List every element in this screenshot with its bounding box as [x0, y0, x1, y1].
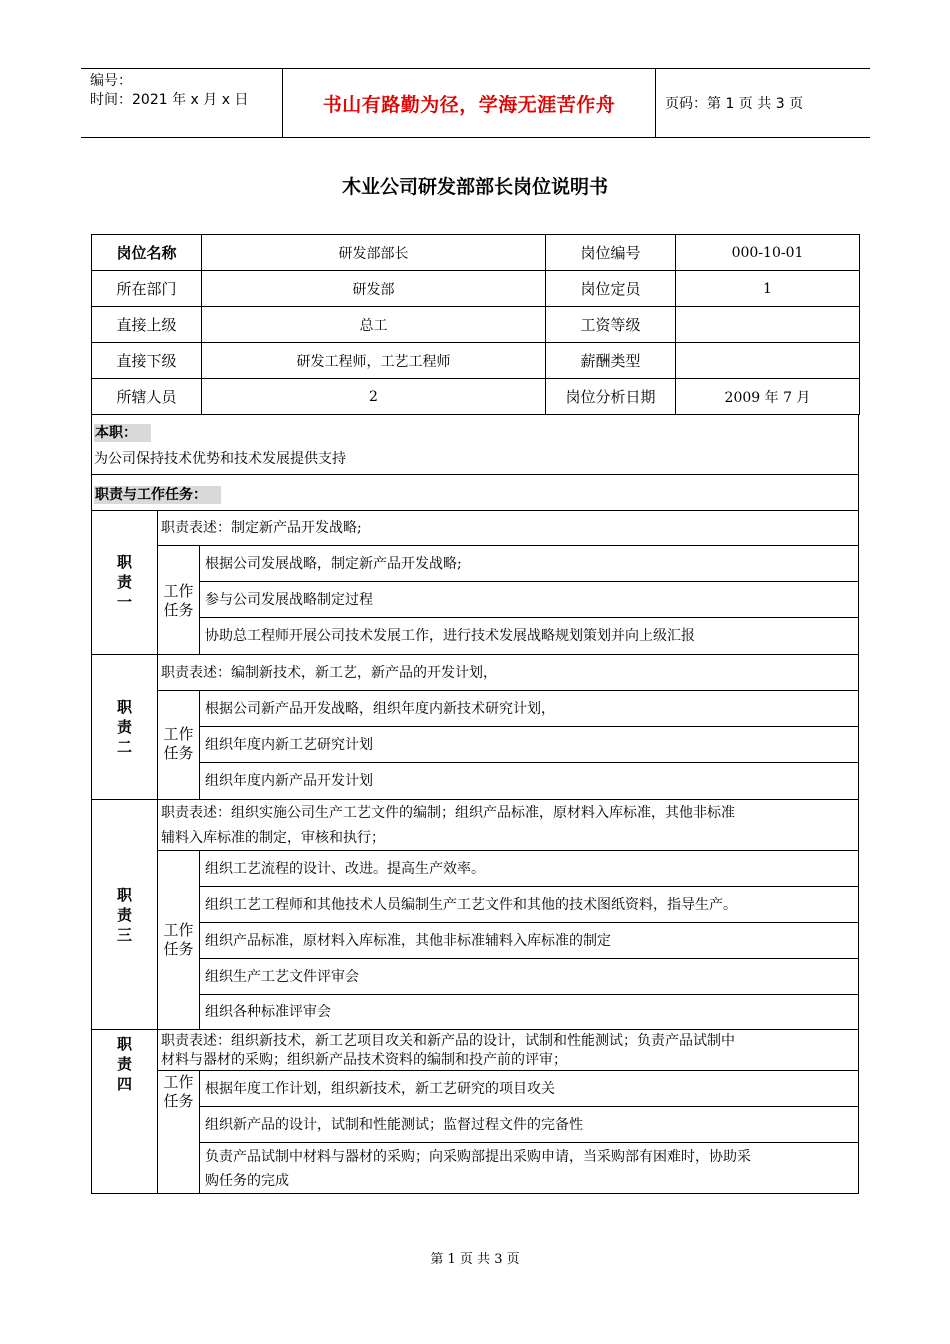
task-item: 组织年度内新工艺研究计划 [200, 727, 858, 763]
duty-label: 职责三 [92, 800, 158, 1029]
task-item: 组织工艺流程的设计、改进。提高生产效率。 [200, 851, 858, 887]
info-value: 1 [676, 271, 860, 307]
time-label: 时间：2021 年 x 月 x 日 [90, 92, 249, 108]
info-key: 所在部门 [92, 271, 202, 307]
table-row [92, 343, 860, 379]
duty-statement-line: 材料与器材的采购；组织新产品技术资料的编制和投产前的评审； [161, 1052, 567, 1068]
duty-statement: 职责表述：编制新技术，新工艺，新产品的开发计划， [158, 655, 858, 691]
table-row [92, 379, 860, 415]
task-item: 组织生产工艺文件评审会 [200, 959, 858, 995]
task-label: 工作任务 [158, 691, 200, 799]
info-value: 000-10-01 [676, 235, 860, 271]
duty-block-3 [91, 799, 859, 1030]
duty-label: 职责一 [92, 510, 158, 654]
info-key: 工资等级 [546, 307, 676, 343]
info-value: 研发部部长 [202, 235, 546, 271]
duties-heading: 职责与工作任务： [92, 484, 221, 504]
task-item: 组织产品标准，原材料入库标准，其他非标准辅料入库标准的制定 [200, 923, 858, 959]
table-row [92, 271, 860, 307]
duty-block-1 [91, 510, 859, 655]
header-page-info: 页码：第 1 页 共 3 页 [665, 96, 804, 112]
task-label: 工作任务 [158, 546, 200, 654]
table-row [92, 307, 860, 343]
info-key: 岗位名称 [92, 235, 202, 271]
task-item [200, 1143, 858, 1193]
info-key: 直接上级 [92, 307, 202, 343]
task-label: 工作任务 [158, 1071, 200, 1194]
duty-statement-line: 职责表述：组织新技术，新工艺项目攻关和新产品的设计，试制和性能测试；负责产品试制中 [161, 1033, 735, 1049]
mission-text: 为公司保持技术优势和技术发展提供支持 [94, 451, 346, 467]
duty-block-4 [91, 1029, 859, 1194]
duty-label: 职责四 [92, 1030, 158, 1193]
task-item: 根据公司发展战略，制定新产品开发战略; [200, 546, 858, 582]
task-item: 根据公司新产品开发战略，组织年度内新技术研究计划， [200, 691, 858, 727]
mission-section [91, 414, 859, 475]
position-info-table [91, 234, 860, 415]
duty-statement-line: 职责表述：组织实施公司生产工艺文件的编制；组织产品标准，原材料入库标准，其他非标准 [161, 805, 735, 821]
task-item-line: 购任务的完成 [205, 1173, 289, 1189]
task-item: 组织年度内新产品开发计划 [205, 773, 373, 789]
duty-statement [158, 800, 858, 851]
table-row [92, 235, 860, 271]
info-value: 2009 年 7 月 [676, 379, 860, 415]
header-meta [81, 69, 283, 137]
duty-label: 职责二 [92, 655, 158, 799]
duty-statement: 职责表述：制定新产品开发战略; [158, 510, 858, 546]
number-label: 编号： [90, 73, 132, 89]
duty-statement-line: 辅料入库标准的制定，审核和执行； [161, 830, 385, 846]
duty-block-2 [91, 654, 859, 800]
info-key: 岗位分析日期 [546, 379, 676, 415]
info-value: 研发部 [202, 271, 546, 307]
task-item: 参与公司发展战略制定过程 [200, 582, 858, 618]
task-item: 组织工艺工程师和其他技术人员编制生产工艺文件和其他的技术图纸资料，指导生产。 [200, 887, 858, 923]
task-item: 根据年度工作计划，组织新技术，新工艺研究的项目攻关 [200, 1071, 858, 1107]
task-item-line: 负责产品试制中材料与器材的采购；向采购部提出采购申请，当采购部有困难时，协助采 [205, 1149, 751, 1165]
task-item: 组织各种标准评审会 [205, 1004, 331, 1020]
info-key: 岗位定员 [546, 271, 676, 307]
info-value [676, 307, 860, 343]
info-key: 岗位编号 [546, 235, 676, 271]
info-key: 直接下级 [92, 343, 202, 379]
document-title: 木业公司研发部部长岗位说明书 [341, 176, 608, 198]
header-motto: 书山有路勤为径，学海无涯苦作舟 [283, 69, 656, 137]
task-item: 组织新产品的设计，试制和性能测试；监督过程文件的完备性 [200, 1107, 858, 1143]
info-key: 所辖人员 [92, 379, 202, 415]
page-header [81, 68, 870, 138]
mission-heading: 本职： [92, 422, 151, 442]
duties-heading-section [91, 474, 859, 511]
info-value [676, 343, 860, 379]
info-key: 薪酬类型 [546, 343, 676, 379]
info-value: 2 [202, 379, 546, 415]
task-label: 工作任务 [158, 851, 200, 1029]
duty-statement [158, 1030, 858, 1071]
task-item: 协助总工程师开展公司技术发展工作，进行技术发展战略规划策划并向上级汇报 [205, 628, 695, 644]
info-value: 研发工程师，工艺工程师 [202, 343, 546, 379]
page-footer: 第 1 页 共 3 页 [430, 1252, 520, 1267]
info-value: 总工 [202, 307, 546, 343]
